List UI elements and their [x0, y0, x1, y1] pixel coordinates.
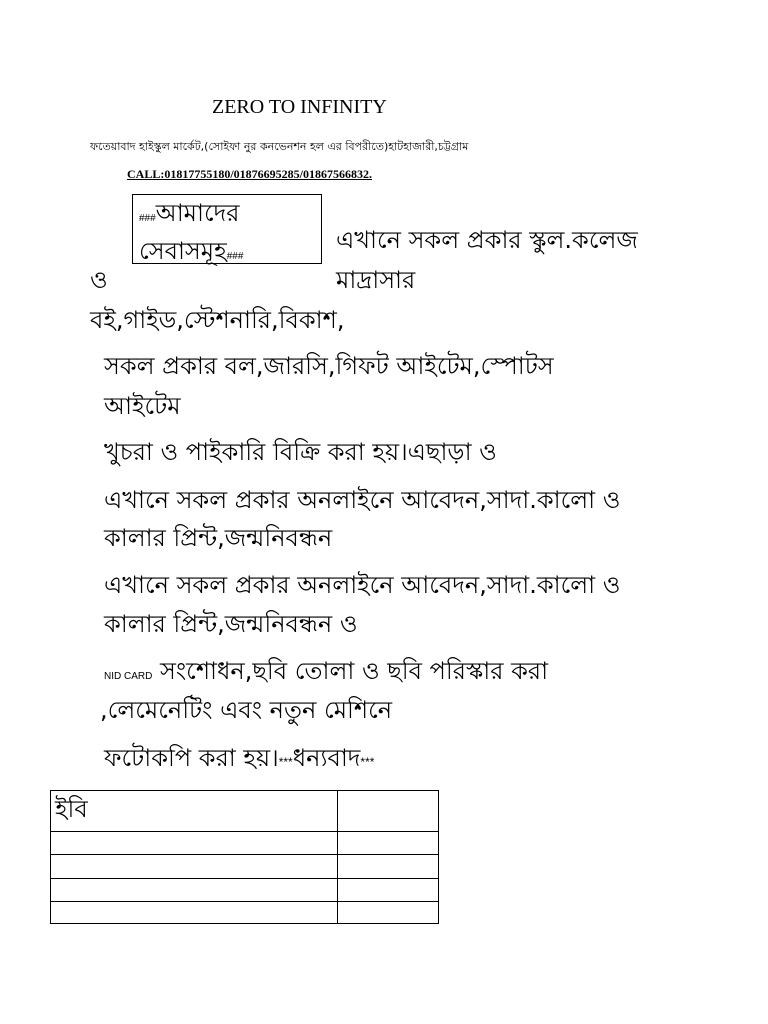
table-cell	[51, 855, 338, 879]
table-cell	[51, 832, 338, 855]
hash-right: ###	[226, 251, 244, 262]
stars-right: ***	[360, 755, 375, 769]
stars-left: ***	[278, 755, 293, 769]
photocopy-line	[104, 738, 374, 782]
sports-line-2: আইটেম	[104, 392, 181, 420]
online-para-2-line-1: এখানে সকল প্রকার অনলাইনে আবেদন,সাদা.কালো ও	[104, 571, 621, 599]
table-cell	[338, 832, 439, 855]
page-title: ZERO TO INFINITY	[212, 96, 387, 118]
table-cell	[338, 791, 439, 832]
nid-services-text: সংশোধন,ছবি তোলা ও ছবি পরিস্কার করা	[159, 657, 549, 685]
retail-line: খুচরা ও পাইকারি বিক্রি করা হয়।এছাড়া ও	[104, 438, 497, 466]
table-cell	[338, 902, 439, 924]
blank-table	[50, 790, 439, 924]
services-box-line1	[139, 197, 315, 235]
table-cell	[51, 902, 338, 924]
online-para-1-line-1: এখানে সকল প্রকার অনলাইনে আবেদন,সাদা.কালো ও	[104, 486, 621, 514]
intro-right-line1: এখানে সকল প্রকার স্কুল.কলেজ	[336, 226, 638, 254]
table-row	[51, 902, 439, 924]
table-cell: ইবি	[51, 791, 338, 832]
hash-left: ###	[139, 213, 156, 224]
services-box-line2	[139, 235, 315, 273]
intro-right-line2: মাদ্রাসার	[336, 266, 416, 294]
intro-left-o: ও	[90, 266, 108, 294]
table-cell	[338, 855, 439, 879]
thanks-text: ধন্যবাদ	[292, 744, 361, 772]
table-cell	[51, 879, 338, 902]
books-line: বই,গাইড,স্টেশনারি,বিকাশ,	[90, 306, 345, 334]
online-para-2-line-2: কালার প্রিন্ট,জন্মনিবন্ধন ও	[104, 610, 358, 638]
services-box	[132, 194, 322, 264]
photocopy-text: ফটোকপি করা হয়।	[104, 744, 279, 772]
table-row	[51, 855, 439, 879]
nid-line-2: ,লেমেনেটিং এবং নতুন মেশিনে	[100, 696, 393, 724]
services-label-1: আমাদের	[155, 199, 240, 227]
table-row	[51, 832, 439, 855]
sports-line-1: সকল প্রকার বল,জারসি,গিফট আইটেম,স্পোটস	[104, 352, 554, 380]
online-para-1-line-2: কালার প্রিন্ট,জন্মনিবন্ধন	[104, 524, 333, 552]
table-cell	[338, 879, 439, 902]
nid-card-label: NID CARD	[104, 671, 153, 682]
address-line: ফতেয়াবাদ হাইস্কুল মার্কেট,(সোইফা নুর কনভেনশন হল এর বিপরীতে)হাটহাজারী,চট্টগ্রাম	[90, 140, 469, 153]
table-row	[51, 879, 439, 902]
table-row	[51, 791, 439, 832]
services-label-2: সেবাসমূহ	[139, 237, 227, 265]
call-numbers: CALL:01817755180/01876695285/01867566832.	[127, 167, 373, 181]
